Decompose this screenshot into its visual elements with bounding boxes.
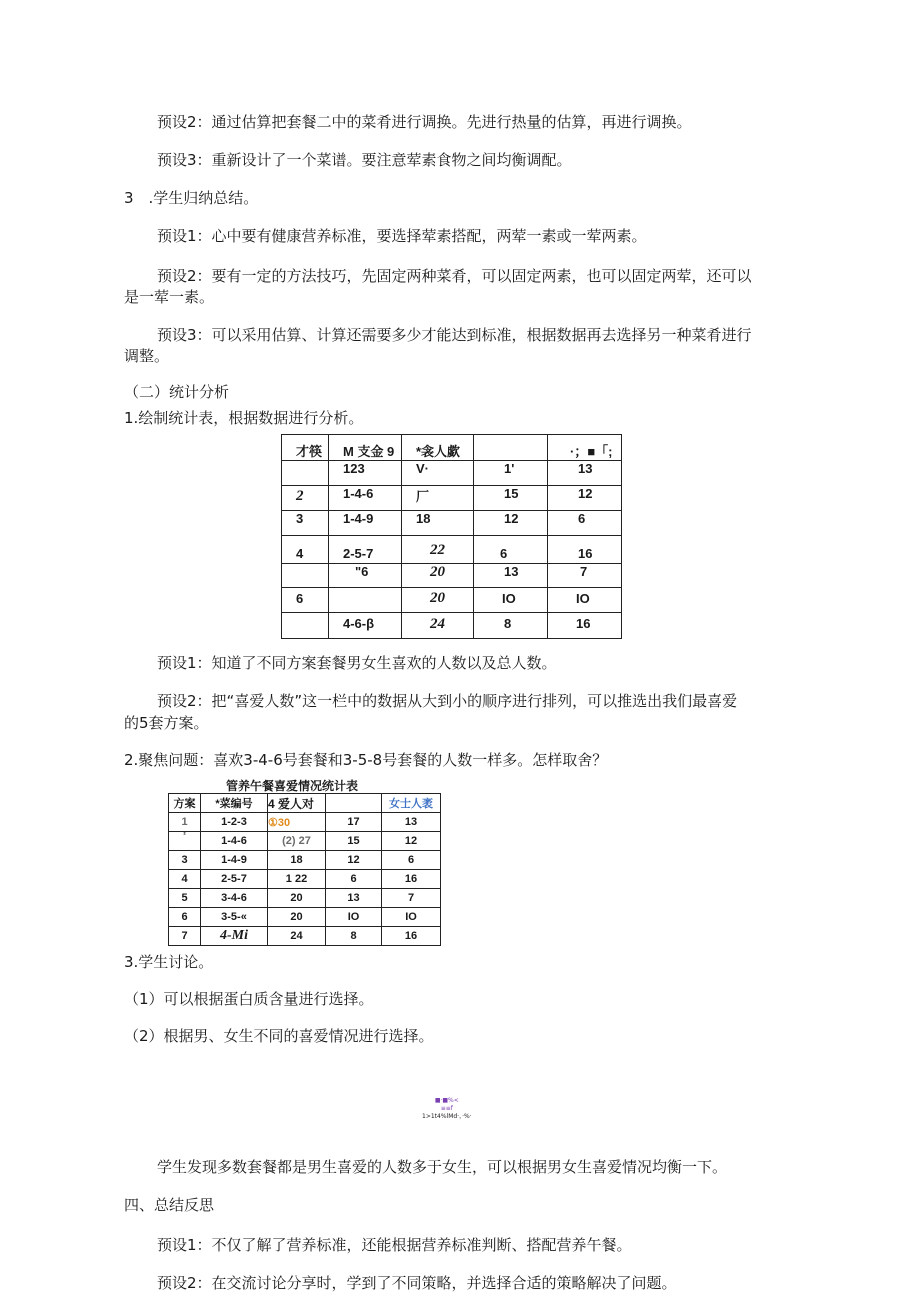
- table-row: [169, 813, 441, 832]
- paragraph-continuation: 是一荤一素。: [124, 288, 215, 306]
- table-cell: 16: [548, 536, 622, 564]
- table-cell: IO: [474, 588, 548, 613]
- paragraph: 预设1：不仅了解了营养标准，还能根据营养标准判断、搭配营养午餐。: [157, 1236, 632, 1254]
- table-cell: 4: [169, 870, 201, 889]
- section-heading: 四、总结反思: [124, 1196, 215, 1214]
- table-cell: 1 22: [268, 870, 326, 889]
- paragraph: 预设1：知道了不同方案套餐男女生喜欢的人数以及总人数。: [157, 654, 557, 672]
- table-row: [282, 588, 622, 613]
- table-cell: [329, 588, 402, 613]
- section-heading: 2.聚焦问题：喜欢3-4-6号套餐和3-5-8号套餐的人数一样多。怎样取舍？: [124, 751, 608, 769]
- table-cell: 15: [474, 486, 548, 511]
- table-cell: 123: [329, 461, 402, 486]
- table-cell: 1-4-6: [201, 832, 268, 851]
- table-header-cell: M 支金 9: [329, 435, 402, 461]
- table-row: [169, 889, 441, 908]
- paragraph: 预设2：通过估算把套餐二中的菜肴进行调换。先进行热量的估算，再进行调换。: [157, 113, 692, 131]
- table-cell: 20: [268, 889, 326, 908]
- table-header-cell: 才筷: [282, 435, 329, 461]
- paragraph: （1）可以根据蛋白质含量进行选择。: [124, 990, 374, 1008]
- paragraph: 预设3：重新设计了一个菜谱。要注意荤素食物之间均衡调配。: [157, 151, 572, 169]
- table-row: [169, 832, 441, 851]
- table-cell: 6: [548, 511, 622, 536]
- section-heading: 3 .学生归纳总结。: [124, 189, 259, 207]
- table-cell: 24: [268, 927, 326, 946]
- table-cell: IO: [548, 588, 622, 613]
- table-row: [169, 870, 441, 889]
- table-cell: 4-6-β: [329, 613, 402, 639]
- table-header-cell: ·；■「;: [548, 435, 622, 461]
- table-cell: 6: [382, 851, 441, 870]
- table-cell: 20: [268, 908, 326, 927]
- table-cell: 1-4-9: [201, 851, 268, 870]
- table-cell: 8: [326, 927, 382, 946]
- small-figure-line: 1>1t4%lMd·，·%·: [422, 1113, 472, 1120]
- paragraph: 预设2：在交流讨论分享时，学到了不同策略，并选择合适的策略解决了问题。: [157, 1274, 677, 1292]
- table-cell: [282, 461, 329, 486]
- table-cell: 16: [382, 927, 441, 946]
- table-cell: 22: [402, 536, 474, 564]
- table-cell: 4: [282, 536, 329, 564]
- table-cell: ①30: [268, 813, 326, 832]
- table-cell: 1-4-9: [329, 511, 402, 536]
- table-cell: 7: [548, 564, 622, 588]
- table-cell: 3-4-6: [201, 889, 268, 908]
- section-heading: 3.学生讨论。: [124, 953, 214, 971]
- table-cell: 5: [169, 889, 201, 908]
- table-header-cell: *衾人歔: [402, 435, 474, 461]
- table-cell: "6: [329, 564, 402, 588]
- table-cell: [282, 564, 329, 588]
- table-cell: 12: [326, 851, 382, 870]
- table-cell: 13: [474, 564, 548, 588]
- statistics-table-2: [168, 793, 441, 946]
- table-row: [282, 511, 622, 536]
- table-cell: 2-5-7: [329, 536, 402, 564]
- table-row: [169, 851, 441, 870]
- table-cell: 4-Mi: [201, 927, 268, 946]
- table-cell: ²: [169, 832, 201, 851]
- table-cell: 15: [326, 832, 382, 851]
- table-cell: [282, 613, 329, 639]
- table-cell: 13: [548, 461, 622, 486]
- table-cell: 厂: [402, 486, 474, 511]
- table-cell: IO: [382, 908, 441, 927]
- table-header-cell: [326, 794, 382, 813]
- table-cell: 7: [382, 889, 441, 908]
- table-cell: 12: [474, 511, 548, 536]
- table-cell: 12: [382, 832, 441, 851]
- paragraph-continuation: 的5套方案。: [124, 714, 209, 732]
- table-cell: 3: [282, 511, 329, 536]
- table-cell: V·: [402, 461, 474, 486]
- table-cell: (2) 27: [268, 832, 326, 851]
- table-cell: 18: [402, 511, 474, 536]
- paragraph-continuation: 调整。: [124, 347, 170, 365]
- paragraph: （2）根据男、女生不同的喜爱情况进行选择。: [124, 1027, 434, 1045]
- statistics-table-1: [281, 434, 622, 639]
- table-cell: 6: [326, 870, 382, 889]
- table-row: [169, 927, 441, 946]
- table-cell: 20: [402, 588, 474, 613]
- table-cell: 16: [548, 613, 622, 639]
- table-cell: 8: [474, 613, 548, 639]
- small-figure-line: ■·■%<: [434, 1097, 459, 1104]
- table-header-cell: [474, 435, 548, 461]
- table-header-cell: 方案: [169, 794, 201, 813]
- table-title: 管养午餐喜爱情况统计表: [226, 779, 359, 793]
- table-header-row: [282, 435, 622, 461]
- table-row: [282, 461, 622, 486]
- table-row: [169, 908, 441, 927]
- table-row: [282, 486, 622, 511]
- table-row: [282, 536, 622, 564]
- table-cell: 1-4-6: [329, 486, 402, 511]
- small-figure: [422, 1097, 472, 1121]
- table-cell: 2: [282, 486, 329, 511]
- paragraph: 预设2：要有一定的方法技巧，先固定两种菜肴，可以固定两素，也可以固定两荤，还可以: [157, 267, 752, 285]
- table-cell: 12: [548, 486, 622, 511]
- table-cell: 3-5-«: [201, 908, 268, 927]
- table-cell: 6: [474, 536, 548, 564]
- table-row: [282, 613, 622, 639]
- paragraph: 预设1：心中要有健康营养标准，要选择荤素搭配，两荤一素或一荤两素。: [157, 227, 647, 245]
- table-cell: 13: [326, 889, 382, 908]
- paragraph: 预设2：把“喜爱人数”这一栏中的数据从大到小的顺序进行排列，可以推选出我们最喜爱: [157, 692, 738, 710]
- table-cell: 1: [169, 813, 201, 832]
- table-cell: 1': [474, 461, 548, 486]
- table-header-cell: 4 爱人对: [268, 794, 326, 813]
- table-cell: 18: [268, 851, 326, 870]
- small-figure-line: ≡≡f: [440, 1105, 453, 1112]
- section-heading: 1.绘制统计表，根据数据进行分析。: [124, 409, 364, 427]
- table-cell: IO: [326, 908, 382, 927]
- table-cell: 17: [326, 813, 382, 832]
- table-header-row: [169, 794, 441, 813]
- table-cell: 2-5-7: [201, 870, 268, 889]
- table-cell: 16: [382, 870, 441, 889]
- paragraph: 学生发现多数套餐都是男生喜爱的人数多于女生，可以根据男女生喜爱情况均衡一下。: [157, 1158, 728, 1176]
- table-cell: 6: [169, 908, 201, 927]
- table-cell: 13: [382, 813, 441, 832]
- table-cell: 7: [169, 927, 201, 946]
- table-row: [282, 564, 622, 588]
- table-cell: 6: [282, 588, 329, 613]
- table-header-cell: *菜编号: [201, 794, 268, 813]
- section-heading: （二）统计分析: [124, 383, 230, 401]
- table-cell: 20: [402, 564, 474, 588]
- table-cell: 3: [169, 851, 201, 870]
- paragraph: 预设3：可以采用估算、计算还需要多少才能达到标准，根据数据再去选择另一种菜肴进行: [157, 326, 752, 344]
- table-cell: 1-2-3: [201, 813, 268, 832]
- table-cell: 24: [402, 613, 474, 639]
- table-header-cell: 女士人袤: [382, 794, 441, 813]
